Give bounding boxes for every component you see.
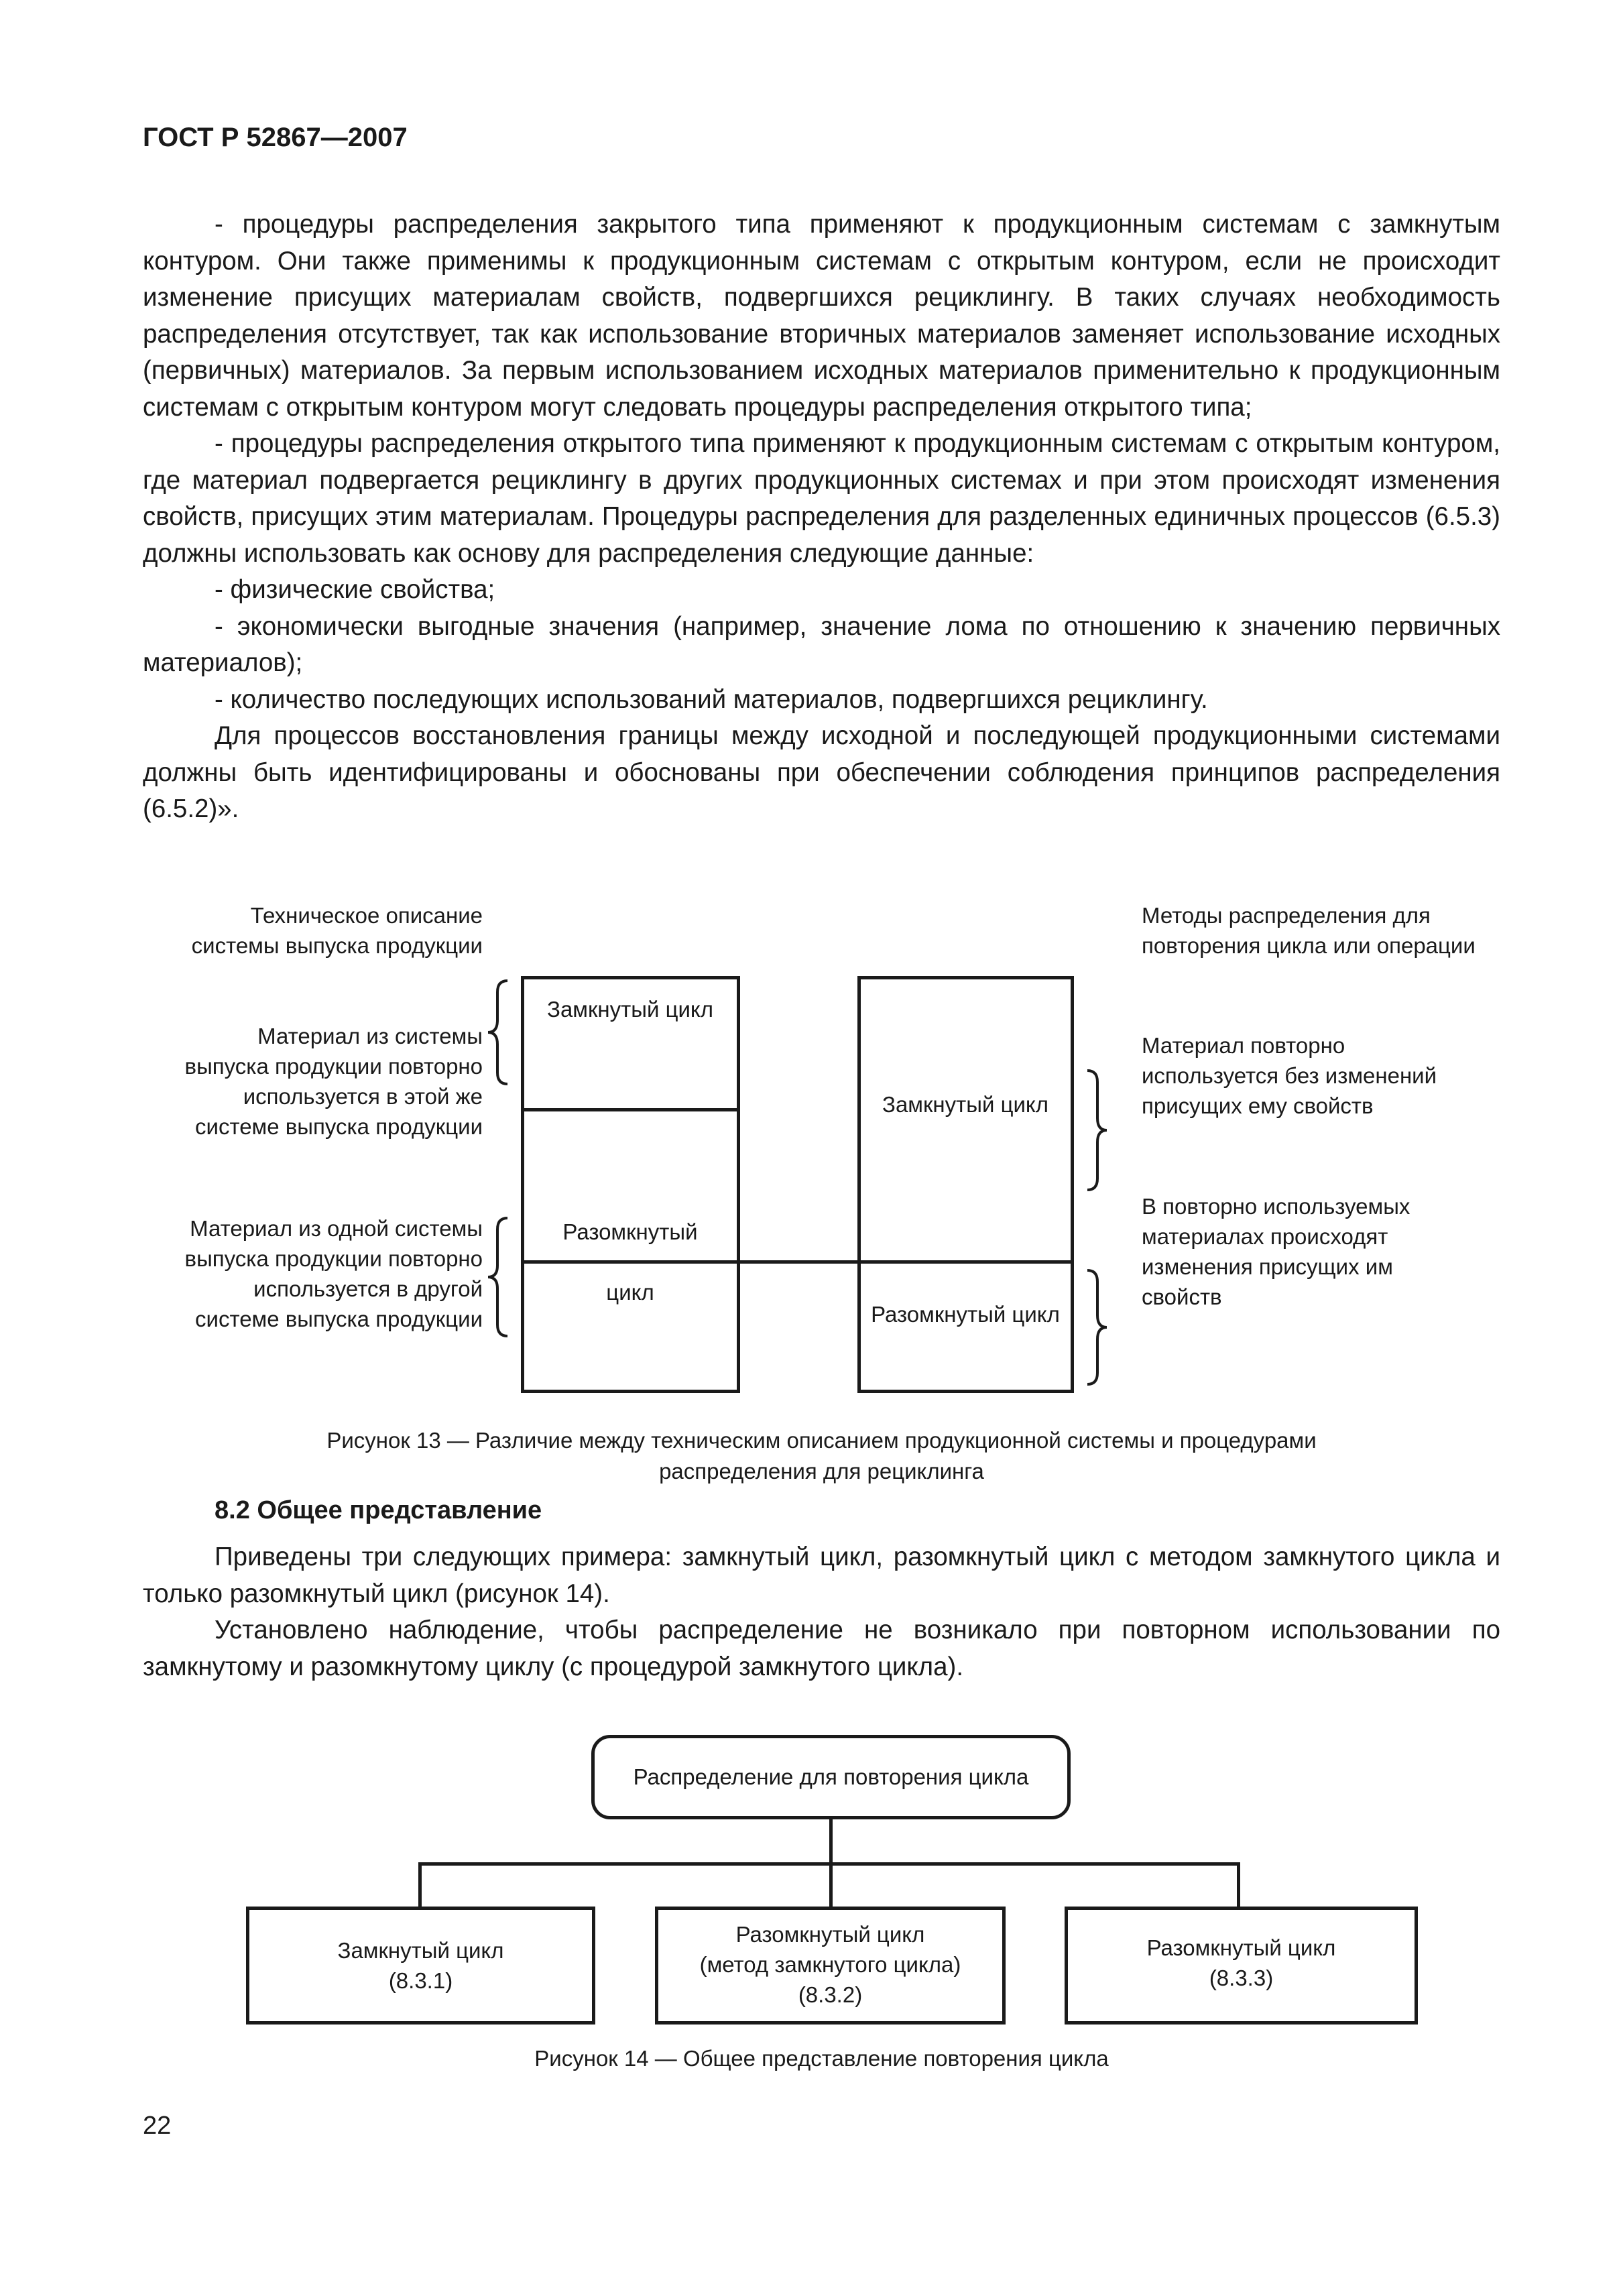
fig13-right-heading: Методы распределения для повторения цикла или операции (1142, 903, 1476, 958)
fig13-brace-left-closed (488, 981, 507, 1084)
paragraph: - экономически выгодные значения (например, значение лома по отношению к значению первичных материалов); (143, 611, 1500, 677)
fig14-box-open-line1: Разомкнутый цикл (1146, 1935, 1336, 1960)
fig13-left-label-open: Материал из одной системы выпуска продукции повторно используется в другой системе выпуска продукции (184, 1216, 483, 1331)
section-heading: 8.2 Общее представление (215, 1496, 542, 1524)
fig13-brace-left-open (488, 1218, 507, 1336)
paragraph: - процедуры распределения закрытого типа применяют к продукционным системам с замкнутым контуром. Они также применимы к продукционным системам с открытым контуром, если не происходит изменение присущих материалам свойств, подвергшихся рециклингу. В таких случаях необходимость распределения отсутствует, так как использование вторичных материалов заменяет использование исходных (первичных) материалов. За первым использованием исходных материалов применительно к продукционным системам с открытым контуром могут следовать процедуры распределения открытого типа; (143, 210, 1500, 422)
paragraph: Приведены три следующих примера: замкнутый цикл, разомкнутый цикл с методом замкнутого цикла и только разомкнутый цикл (рисунок 14). (143, 1543, 1500, 1608)
fig13-brace-right-closed (1087, 1071, 1107, 1190)
page-number: 22 (143, 2112, 172, 2140)
fig13-right-box-open: Разомкнутый цикл (871, 1302, 1060, 1327)
fig13-right-label-closed: Материал повторно используется без изменений присущих ему свойств (1142, 1033, 1437, 1118)
fig14-drop-2 (829, 1862, 833, 1908)
fig14-drop-3 (1237, 1862, 1240, 1908)
fig14-box2-line1: Разомкнутый цикл (735, 1922, 925, 1947)
section-body (143, 1539, 1500, 1685)
fig14-box-closed-line1: Замкнутый цикл (337, 1938, 504, 1963)
paragraph: Установлено наблюдение, чтобы распределение не возникало при повторном использовании по замкнутому и разомкнутому циклу (с процедурой замкнутого цикла). (143, 1616, 1500, 1681)
paragraph: - физические свойства; (215, 575, 495, 604)
paragraph: Для процессов восстановления границы между исходной и последующей продукционными системами должны быть идентифицированы и обоснованы при обеспечении соблюдения принципов распределения (6.5.2)». (143, 721, 1500, 823)
fig14-box-closed-line2: (8.3.1) (388, 1968, 453, 1993)
fig13-caption-line1: Рисунок 13 — Различие между техническим описанием продукционной системы и процедурами (326, 1428, 1317, 1453)
paragraph: - процедуры распределения открытого типа применяют к продукционным системам с открытым контуром, где материал подвергается рециклингу в других продукционных системах и при этом происходят изменения свойств, присущих этим материалам. Процедуры распределения для разделенных единичных процессов (6.5.3) должны использовать как основу для распределения следующие данные: (143, 429, 1500, 568)
fig14-drop-1 (418, 1862, 422, 1908)
fig13-left-box-open-1: Разомкнутый (562, 1219, 698, 1244)
fig14-top-box-label: Распределение для повторения цикла (633, 1764, 1029, 1789)
fig13-left-box-closed: Замкнутый цикл (547, 997, 713, 1022)
fig13-brace-right-open (1087, 1270, 1107, 1384)
document-header: ГОСТ Р 52867—2007 (143, 123, 408, 152)
fig13-left-label-closed: Материал из системы выпуска продукции повторно используется в этой же системе выпуска продукции (184, 1024, 483, 1139)
fig14-box2-line2: (метод замкнутого цикла) (699, 1952, 961, 1977)
fig14-stem (829, 1819, 833, 1865)
fig13-right-box-closed: Замкнутый цикл (882, 1092, 1048, 1117)
fig13-right-label-open: В повторно используемых материалах происходят изменения присущих им свойств (1142, 1194, 1410, 1309)
fig13-left-heading: Техническое описание системы выпуска продукции (191, 903, 483, 958)
paragraph: - количество последующих использований материалов, подвергшихся рециклингу. (215, 684, 1208, 714)
fig13-caption-line2: распределения для рециклинга (659, 1459, 984, 1484)
fig14-caption: Рисунок 14 — Общее представление повторения цикла (534, 2046, 1109, 2071)
fig14-box2-line3: (8.3.2) (798, 1982, 863, 2007)
fig14-box-open-line2: (8.3.3) (1209, 1966, 1274, 1990)
fig13-left-box-open-2: цикл (606, 1280, 654, 1305)
